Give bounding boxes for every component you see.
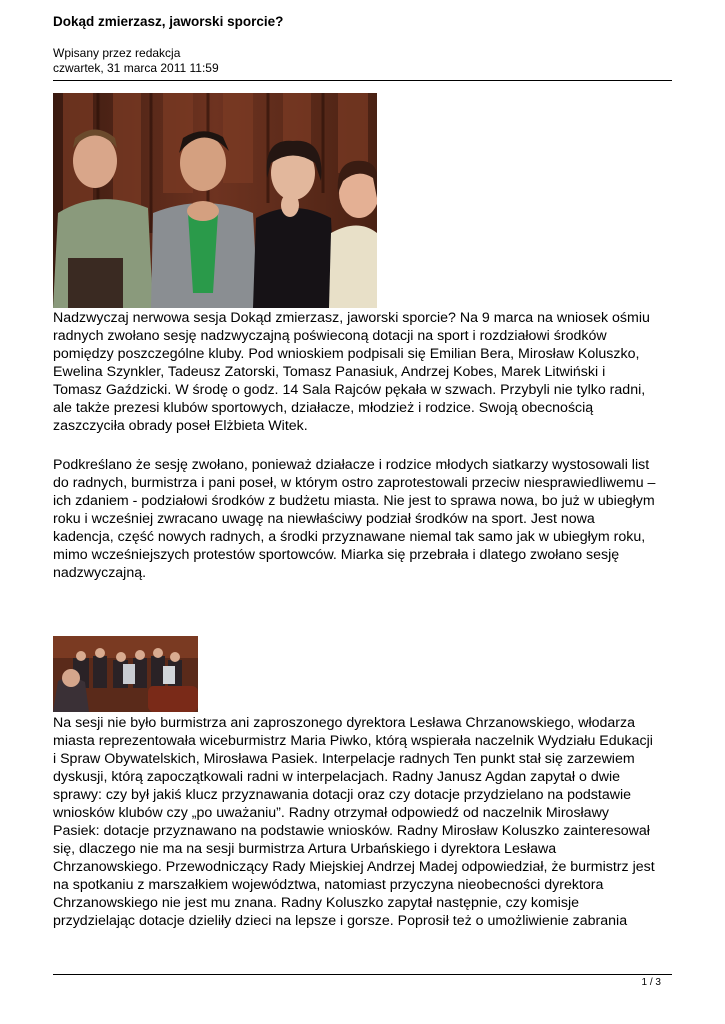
page-number: 1 / 3: [641, 977, 661, 988]
paragraph-intro: Nadzwyczaj nerwowa sesja Dokąd zmierzasz, jaworski sporcie? Na 9 marca na wniosek ośmiu radnych zwołano sesję nadzwyczajną poświeconą dotacji na sport i rozdziałowi środków pomiędzy poszczególne kluby. Pod wnioskiem podpisali się Emilian Bera, Mirosław Koluszko, Ewelina Szynkler, Tadeusz Zatorski, Tomasz Panasiuk, Andrzej Kobes, Marek Litwiński i Tomasz Gaździcki. W środę o godz. 14 Sala Rajców pękała w szwach. Przybyli nie tylko radni, ale także prezesi klubów sportowych, działacze, młodzież i rodzice. Swoją obecnością zaszczyciła obrady poseł Elżbieta Witek.: [53, 310, 650, 434]
article-photo-audience: [53, 93, 377, 308]
article-meta: [53, 46, 219, 76]
paragraph-background: Podkreślano że sesję zwołano, ponieważ działacze i rodzice młodych siatkarzy wystosowali list do radnych, burmistrza i pani poseł, w którym ostro zaprotestowali przeciw niesprawiedliwemu – ich zdaniem - podziałowi środków z budżetu miasta. Nie jest to sprawa nowa, bo już w ubiegłym roku i wcześniej zwracano uwagę na niewłaściwy podział środków na sport. Jest nowa kadencja, część nowych radnych, a środki przyznawane niemal tak samo jak w ubiegłym roku, mimo wcześniejszych protestów sportowców. Miarka się przebrała i dlatego zwołano sesję nadzwyczajną.: [53, 457, 656, 581]
date-line: czwartek, 31 marca 2011 11:59: [53, 61, 219, 75]
paragraph-session: Na sesji nie było burmistrza ani zaproszonego dyrektora Lesława Chrzanowskiego, włodarza miasta reprezentowała wiceburmistrz Maria Piwko, którą wspierała naczelnik Wydziału Edukacji i Spraw Obywatelskich, Mirosława Pasiek. Interpelacje radnych Ten punkt stał się zarzewiem dyskusji, którą zapoczątkowali radni w interpelacjach. Radny Janusz Agdan zapytał o dwie sprawy: czy był jakiś klucz przyznawania dotacji oraz czy dotacje przydzielano na podstawie wniosków klubów czy „po uważaniu”. Radny otrzymał odpowiedź od naczelnik Mirosławy Pasiek: dotacje przyznawano na podstawie wniosków. Radny Mirosław Koluszko zainteresował się, dlaczego nie ma na sesji burmistrza Artura Urbańskiego i dyrektora Lesława Chrzanowskiego. Przewodniczący Rady Miejskiej Andrzej Madej odpowiedział, że burmistrz jest na spotkaniu z marszałkiem województwa, natomiast przyczyna nieobecności dyrektora Chrzanowskiego nie jest mu znana. Radny Koluszko zapytał następnie, czy komisje przydzielając dotacje dzieliły dzieci na lepsze i gorsze. Poprosił też o umożliwienie zabrania: [53, 715, 655, 929]
header-divider: [53, 80, 672, 81]
article-title: Dokąd zmierzasz, jaworski sporcie?: [53, 14, 284, 29]
article-photo-session-hall: [53, 636, 198, 712]
author-line: Wpisany przez redakcja: [53, 46, 181, 60]
footer-divider: [53, 974, 672, 975]
